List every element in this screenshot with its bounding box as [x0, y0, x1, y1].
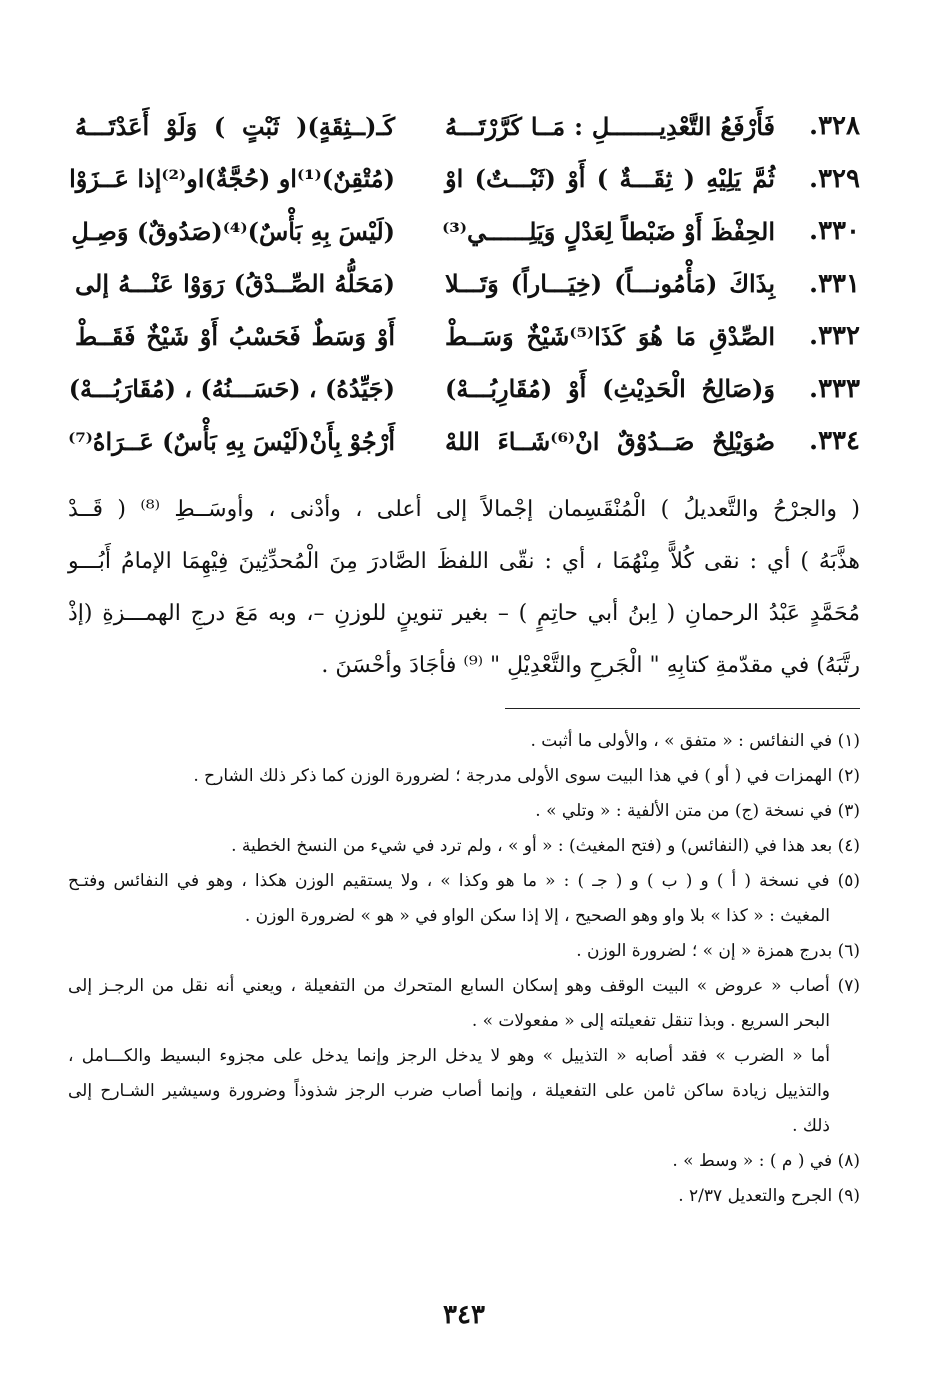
verse-line: [70, 205, 860, 258]
footnotes: [68, 724, 860, 1214]
verse-second-hemistich: (جَيِّدُهُ) ، (حَسَـــنُهُ) ، (مُقَارَبُـــهْ): [68, 374, 395, 404]
footnote: (١) في النفائس : « متفق » ، والأولى ما أثبت .: [530, 731, 860, 751]
verse-first-hemistich: فَأَرْفَعُ التَّعْدِيـــــــلِ : مَــا كَرَّرْتَـــهُ: [445, 111, 775, 141]
verse-line: [70, 153, 860, 206]
footnote: (٤) بعد هذا في (النفائس) و (فتح المغيث) : « أو » ، ولم ترد في شيء من النسخ الخطية .: [231, 836, 860, 856]
verse-second-hemistich: كَـ(ــثِقَةٍ)( ثَبْتٍ ) وَلَوْ أَعَدْتَـــهُ: [75, 111, 395, 141]
page-number: ٣٤٣: [443, 1300, 485, 1330]
commentary-line: هذَّبَهُ ) أي : نقى كُلاًّ مِنْهُمَا ، أي : نقّى اللفظَ الصَّادرَ مِنَ الْمُحدِّثِينَ فِيْهِمَا الإمامُ أَبُـــو: [68, 549, 860, 574]
footnote-separator: [505, 708, 860, 709]
verse-line: [70, 415, 860, 468]
footnote: (٣) في نسخة (ج) من متن الألفية : « وتلي » .: [535, 801, 860, 821]
verse-number: ٣٣٣.: [809, 373, 860, 404]
verse-line: [70, 363, 860, 416]
verse-first-hemistich: ثُمَّ يَلِيْهِ ( ثِقَـــةٌ ) أَوْ (ثَبْـــتٌ) اوْ: [445, 164, 775, 194]
footnote-continuation: والتذييل زيادة ساكن ثامن على التفعيلة ، وإنما أصاب ضرب الرجز شذوذاً وضرورة وسيشير الشـارح إلى: [68, 1081, 830, 1101]
footnote: (٨) في ( م ) : « وسط » .: [672, 1151, 860, 1171]
commentary-line: رتَّبَهُ) في مقدّمةِ كتابِهِ " الْجَرحِ والتَّعْدِيْلِ " ⁽⁹⁾ فأجَادَ وأحْسَنَ .: [321, 653, 860, 678]
commentary-paragraph: [68, 484, 860, 692]
verse-number: ٣٣١.: [809, 268, 860, 299]
verse-first-hemistich: الحِفْظَ أَوْ ضَبْطاً لِعَدْلٍ وَيَلِــــــي⁽³⁾: [442, 216, 775, 246]
verse-first-hemistich: الصِّدْقِ مَا هُوَ كَذَا⁽⁵⁾شَيْخٌ وَسَــطْ: [445, 321, 776, 351]
verse-line: [70, 310, 860, 363]
verse-second-hemistich: (مُتْقِنٌ)⁽¹⁾او (حُجَّةٌ)او⁽²⁾إذا عَــزَوْا: [69, 164, 395, 194]
verse-number: ٣٣٤.: [809, 426, 860, 457]
verse-number: ٣٢٨.: [809, 111, 860, 142]
footnote-continuation: ذلك .: [792, 1116, 830, 1136]
footnote: (٧) أصاب « عروض » البيت الوقف وهو إسكان السابع المتحرك من التفعيلة ، ويعني أنه نقل من الرجـز إلى: [68, 976, 860, 996]
footnote: (٩) الجرح والتعديل ٢/٣٧ .: [678, 1186, 860, 1206]
footnote: (٥) في نسخة ( أ ) و ( ب ) و ( جـ ) : « ما هو وكذا » ، ولا يستقيم الوزن هكذا ، وهو في النفائس وفتـح: [68, 871, 860, 891]
verse-first-hemistich: بِذَاكَ (مَأْمُونـــاً) (خِيَـــاراً) وَتَـــلا: [445, 269, 775, 299]
footnote: (٢) الهمزات في ( أو ) في هذا البيت سوى الأولى مدرجة ؛ لضرورة الوزن كما ذكر ذلك الشارح .: [193, 766, 860, 786]
footnote-continuation: المغيث : « كذا » بلا واو وهو الصحيح ، إلا إذا سكن الواو في « هو » لضرورة الوزن .: [244, 906, 830, 926]
verse-second-hemistich: (لَيْسَ بِهِ بَأْسٌ)⁽⁴⁾(صَدُوقٌ) وَصِـلِ: [71, 216, 395, 246]
commentary-line: مُحَمَّدٍ عَبْدُ الرحمانِ ( اِبنُ أبي حاتِمٍ ) – بغير تنوينٍ للوزنِ –، وبه مَعَ درجِ الهمـــزةِ (إذْ: [68, 601, 860, 626]
verse-second-hemistich: أَوْ وَسَطٌ فَحَسْبُ أَوْ شَيْخٌ فَقَــطْ: [75, 321, 395, 351]
verse-first-hemistich: صُوَيْلِحٌ صَــدُوْقٌ انْ⁽⁶⁾شَــاءَ اللهْ: [445, 426, 775, 456]
verse-first-hemistich: وَ(صَالِحُ الْحَدِيْثِ) أَوْ (مُقَارِبُـــهْ): [445, 374, 775, 404]
verse-number: ٣٣٢.: [809, 321, 860, 352]
footnote: (٦) بدرج همزة « إن » ؛ لضرورة الوزن .: [576, 941, 860, 961]
verse-line: [70, 258, 860, 311]
verse-number: ٣٢٩.: [809, 163, 860, 194]
commentary-line: ( والجرْحُ والتَّعديلُ ) الْمُنْقَسِمان إجْمالاً إلى أعلى ، وأدْنى ، وأوسَــطِ ⁽⁸⁾ ( قَــدْ: [68, 497, 861, 522]
verse-line: [70, 100, 860, 153]
verse-second-hemistich: أَرْجُوْ بِأَنْ(لَيْسَ بِهِ بَأْسٌ) عَــرَاهُ⁽⁷⁾: [68, 426, 395, 456]
verse-second-hemistich: (مَحَلُّهُ الصِّــدْقُ) رَوَوْا عَنْـــهُ إلى: [75, 269, 395, 299]
verse-block: [70, 100, 860, 468]
footnote-continuation: أما « الضرب » فقد أصابه « التذييل » وهو لا يدخل الرجز وإنما يدخل على مجزوء البسيط والكـــامل ،: [68, 1046, 830, 1066]
verse-number: ٣٣٠.: [809, 216, 860, 247]
footnote-continuation: البحر السريع . وبذا تنقل تفعيلته إلى « مفعولات » .: [471, 1011, 830, 1031]
